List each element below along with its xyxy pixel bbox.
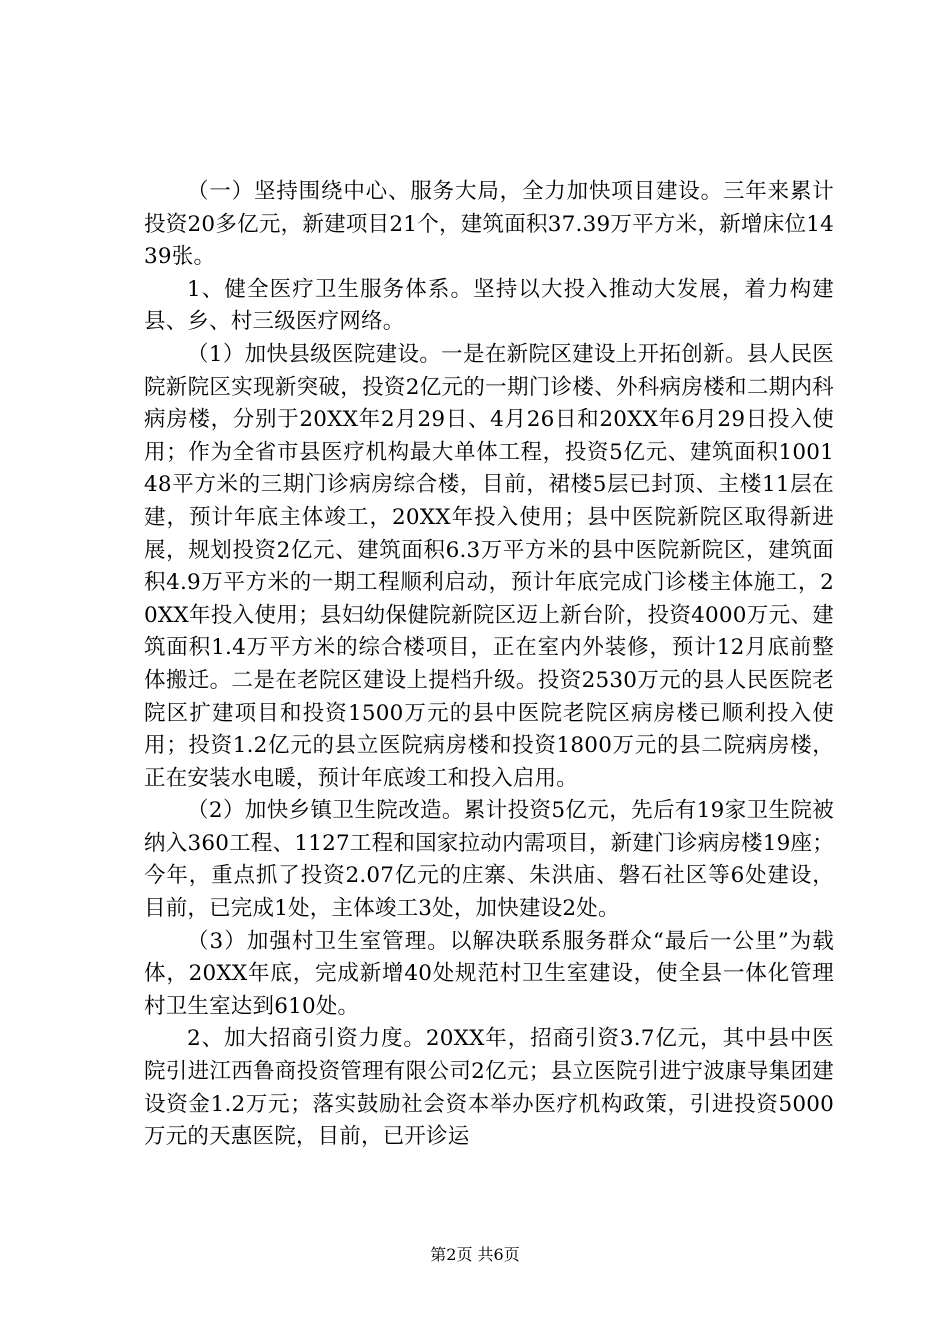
paragraph-item-2: 2、加大招商引资力度。20XX年，招商引资3.7亿元，其中县中医院引进江西鲁商投资管理有限公司2亿元；县立医院引进宁波康导集团建设资金1.2万元；落实鼓励社会资本举办医疗机构政策，引进投资5000万元的天惠医院，目前，已开诊运 bbox=[144, 1026, 834, 1150]
paragraph-subitem-2: （2）加快乡镇卫生院改造。累计投资5亿元，先后有19家卫生院被纳入360工程、1127工程和国家拉动内需项目，新建门诊病房楼19座；今年，重点抓了投资2.07亿元的庄寨、朱洪庙、磐石社区等6处建设，目前，已完成1处，主体竣工3处，加快建设2处。 bbox=[144, 798, 834, 922]
paragraph-item-1: 1、健全医疗卫生服务体系。坚持以大投入推动大发展，着力构建县、乡、村三级医疗网络。 bbox=[144, 276, 834, 335]
paragraph-subitem-1: （1）加快县级医院建设。一是在新院区建设上开拓创新。县人民医院新院区实现新突破，投资2亿元的一期门诊楼、外科病房楼和二期内科病房楼，分别于20XX年2月29日、4月26日和20XX年6月29日投入使用；作为全省市县医疗机构最大单体工程，投资5亿元、建筑面积100148平方米的三期门诊病房综合楼，目前，裙楼5层已封顶、主楼11层在建，预计年底主体竣工，20XX年投入使用；县中医院新院区取得新进展，规划投资2亿元、建筑面积6.3万平方米的县中医院新院区，建筑面积4.9万平方米的一期工程顺利启动，预计年底完成门诊楼主体施工，20XX年投入使用；县妇幼保健院新院区迈上新台阶，投资4000万元、建筑面积1.4万平方米的综合楼项目，正在室内外装修，预计12月底前整体搬迁。二是在老院区建设上提档升级。投资2530万元的县人民医院老院区扩建项目和投资1500万元的县中医院老院区病房楼已顺利投入使用；投资1.2亿元的县立医院病房楼和投资1800万元的县二院病房楼，正在安装水电暖，预计年底竣工和投入启用。 bbox=[144, 341, 834, 791]
paragraph-subitem-3: （3）加强村卫生室管理。以解决联系服务群众“最后一公里”为载体，20XX年底，完成新增40处规范村卫生室建设，使全县一体化管理村卫生室达到610处。 bbox=[144, 928, 834, 1019]
page-number-label: 第2页 共6页 bbox=[430, 1245, 520, 1264]
paragraph-section-one: （一）坚持围绕中心、服务大局，全力加快项目建设。三年来累计投资20多亿元，新建项目21个，建筑面积37.39万平方米，新增床位1439张。 bbox=[144, 179, 834, 270]
document-body bbox=[144, 176, 834, 1154]
page-footer bbox=[0, 1245, 950, 1265]
